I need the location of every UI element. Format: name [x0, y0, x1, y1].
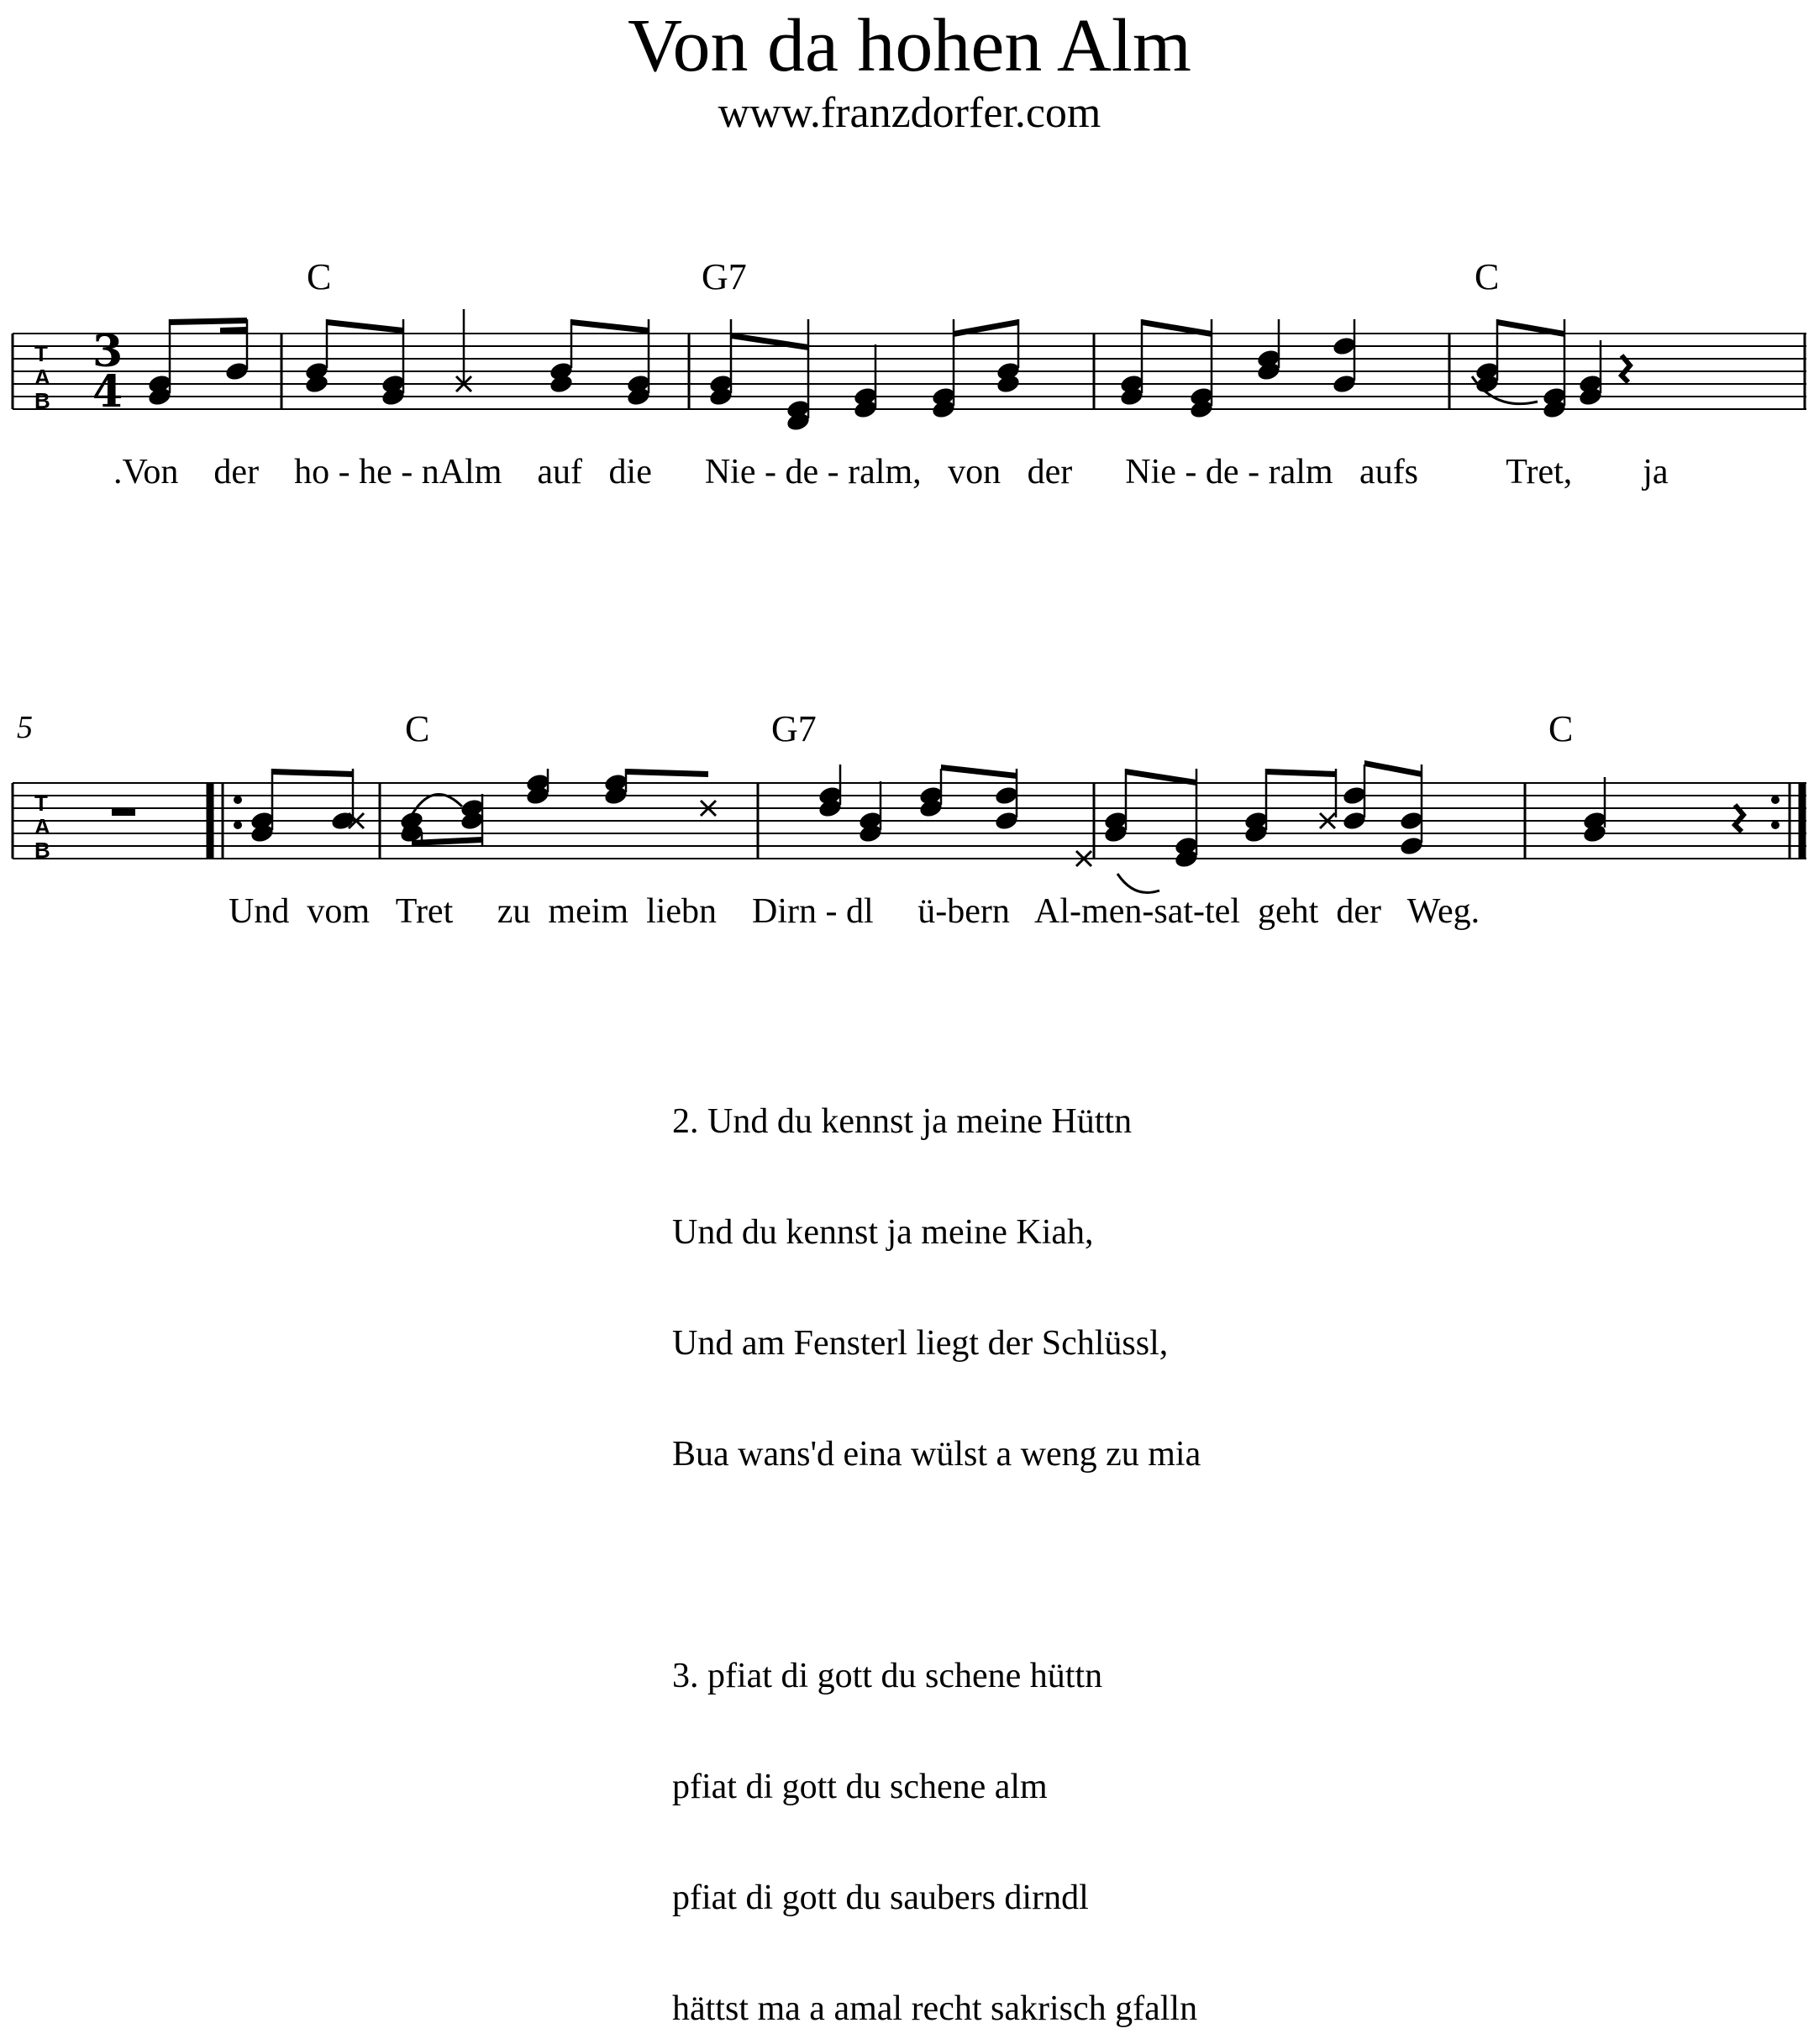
- lyric-hyphen: -: [1185, 453, 1197, 491]
- lyric-syllable: Al: [1034, 892, 1070, 931]
- verse-2-line-2: Und du kennst ja meine Kiah,: [672, 1213, 1094, 1252]
- lyric-syllable: ho: [294, 453, 330, 491]
- note-head: [994, 810, 1020, 832]
- tab-label-a: A: [34, 365, 50, 390]
- verse-3-line-2: pfiat di gott du schene alm: [672, 1768, 1048, 1806]
- lyric-syllable: von: [948, 453, 1002, 491]
- lyrics-line-2: [229, 891, 1480, 933]
- note-head: [330, 810, 356, 832]
- chord-c-3: C: [405, 708, 430, 749]
- staff-lines-system-2: [13, 783, 1806, 859]
- lyric-syllable: bern: [947, 892, 1010, 931]
- lyric-hyphen: -: [1142, 892, 1154, 931]
- lyric-syllable: Nie: [1125, 453, 1176, 491]
- beam: [1364, 760, 1422, 777]
- lyric-syllable: Tret: [395, 892, 454, 931]
- verse-2-line-1: 2. Und du kennst ja meine Hüttn: [672, 1102, 1133, 1141]
- note-heads: [147, 309, 1608, 870]
- lyric-hyphen: -: [765, 453, 776, 491]
- measure-number: 5: [17, 710, 33, 745]
- lyric-syllable: de: [785, 453, 819, 491]
- note-head: [1399, 810, 1425, 832]
- lyric-syllable: der: [213, 453, 260, 491]
- note-head: [1332, 335, 1358, 357]
- tab-label-b: B: [34, 388, 50, 413]
- lyric-syllable: die: [608, 453, 652, 491]
- lyric-syllable: der: [1336, 892, 1381, 931]
- lyric-hyphen: -: [1193, 892, 1206, 931]
- rests: [112, 355, 1743, 832]
- tab-label-b-2: B: [34, 838, 50, 863]
- lyric-syllable: geht: [1258, 892, 1319, 931]
- chord-g7-1: G7: [702, 256, 747, 297]
- beam: [731, 333, 808, 350]
- chord-g7-2: G7: [771, 708, 817, 749]
- lyric-syllable: ralm: [1268, 453, 1333, 491]
- beam: [220, 327, 247, 334]
- beam: [626, 769, 708, 777]
- tab-label-t-2: T: [34, 791, 48, 816]
- tab-label-t: T: [34, 341, 48, 366]
- verse-3-line-1: 3. pfiat di gott du schene hüttn: [672, 1657, 1103, 1695]
- lyric-syllable: Nie: [704, 453, 756, 491]
- beam: [941, 765, 1017, 779]
- time-signature-bottom: 4: [92, 366, 124, 418]
- lyric-syllable: men: [1081, 892, 1143, 931]
- verse-3-line-3: pfiat di gott du saubers dirndl: [672, 1878, 1089, 1917]
- lyric-syllable: vom: [307, 892, 371, 931]
- lyric-syllable: Weg.: [1406, 892, 1480, 931]
- lyric-syllable: ja: [1643, 453, 1669, 491]
- lyric-syllable: Und: [229, 892, 290, 931]
- beam: [1266, 769, 1336, 777]
- website-url: www.franzdorfer.com: [718, 89, 1101, 137]
- lyric-hyphen: -: [1070, 892, 1082, 931]
- lyrics-line-1: [113, 451, 1669, 493]
- lyric-syllable: de: [1205, 453, 1239, 491]
- verse-3-line-4: hättst ma a amal recht sakrisch gfalln: [672, 1989, 1198, 2028]
- note-head: [1342, 785, 1368, 807]
- note-head: [1399, 835, 1425, 857]
- lyric-syllable: auf: [537, 453, 583, 491]
- lyric-syllable: he: [359, 453, 392, 491]
- chord-c-4: C: [1548, 708, 1574, 749]
- lyric-syllable: Tret,: [1506, 453, 1573, 491]
- lyric-syllable: .Von: [113, 453, 179, 491]
- lyric-hyphen: -: [1248, 453, 1260, 491]
- lyric-syllable: liebn: [646, 892, 718, 931]
- beam: [327, 319, 403, 334]
- lyric-syllable: tel: [1205, 892, 1240, 931]
- note-head: [1342, 810, 1368, 832]
- lyric-syllable: dl: [846, 892, 874, 931]
- beam: [170, 318, 247, 325]
- lyric-syllable: sat: [1154, 892, 1194, 931]
- lyric-syllable: zu: [497, 892, 531, 931]
- lyric-hyphen: -: [825, 892, 838, 931]
- chord-c-2: C: [1475, 256, 1500, 297]
- lyric-hyphen: -: [935, 892, 948, 931]
- verse-2-line-4: Bua wans'd eina wülst a weng zu mia: [672, 1435, 1201, 1474]
- chord-c-1: C: [307, 256, 332, 297]
- lyric-hyphen: -: [401, 453, 413, 491]
- beam: [272, 769, 353, 777]
- lyric-syllable: ralm,: [848, 453, 922, 491]
- note-head: [1332, 373, 1358, 395]
- lyric-syllable: nAlm: [421, 453, 502, 491]
- lyric-syllable: Dirn: [752, 892, 817, 931]
- lyric-syllable: meim: [548, 892, 629, 931]
- lyric-syllable: der: [1027, 453, 1073, 491]
- song-title: Von da hohen Alm: [628, 4, 1191, 87]
- note-head: [994, 785, 1020, 807]
- lyric-hyphen: -: [827, 453, 839, 491]
- time-signature-top: 3: [92, 326, 124, 377]
- lyric-syllable: ü: [917, 892, 936, 931]
- lyric-syllable: aufs: [1359, 453, 1419, 491]
- note-head: [224, 360, 250, 382]
- beam: [571, 319, 649, 334]
- tab-label-a-2: A: [34, 814, 50, 839]
- lyric-hyphen: -: [338, 453, 350, 491]
- verse-2-line-3: Und am Fensterl liegt der Schlüssl,: [672, 1324, 1169, 1363]
